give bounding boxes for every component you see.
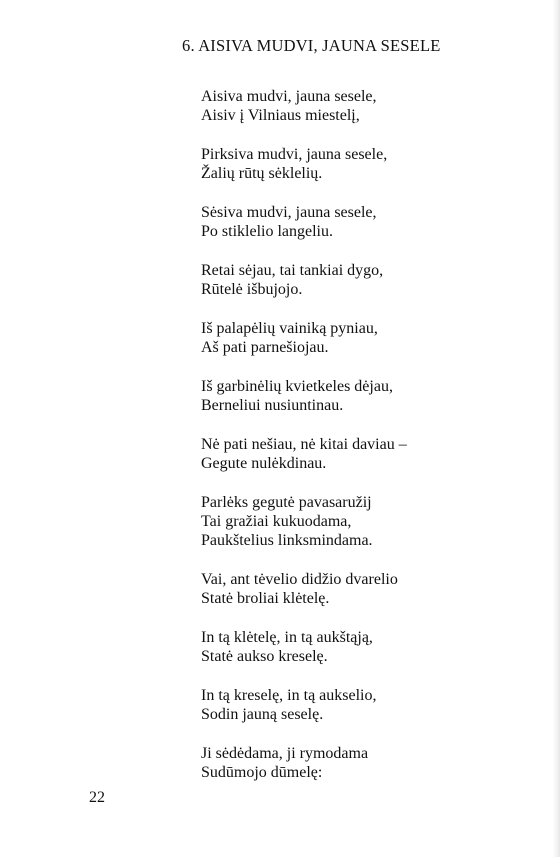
stanza bbox=[201, 377, 531, 415]
poem-line: Ji sėdėdama, ji rymodama bbox=[201, 745, 369, 762]
stanza bbox=[201, 435, 531, 473]
stanza bbox=[201, 203, 531, 241]
poem-line: Nė pati nešiau, nė kitai daviau – bbox=[201, 436, 407, 453]
stanza bbox=[201, 493, 531, 550]
stanza bbox=[201, 319, 531, 357]
poem-line: Paukštelius linksmindama. bbox=[201, 532, 373, 549]
poem-line: Tai gražiai kukuodama, bbox=[201, 513, 352, 530]
poem-line: Iš garbinėlių kvietkeles dėjau, bbox=[201, 378, 393, 395]
poem-line: Aisiv į Vilniaus miestelį, bbox=[201, 107, 360, 124]
poem-line: Rūtelė išbujojo. bbox=[201, 281, 303, 298]
poem-line: Berneliui nusiuntinau. bbox=[201, 397, 344, 414]
poem-line: Retai sėjau, tai tankiai dygo, bbox=[201, 262, 384, 279]
poem-line: Statė broliai klėtelę. bbox=[201, 590, 330, 607]
stanza bbox=[201, 145, 531, 183]
page-number: 22 bbox=[89, 789, 105, 806]
poem-line: Po stiklelio langeliu. bbox=[201, 223, 333, 240]
poem-line: Vai, ant tėvelio didžio dvarelio bbox=[201, 571, 398, 588]
stanza bbox=[201, 744, 531, 782]
poem-line: Pirksiva mudvi, jauna sesele, bbox=[201, 146, 388, 163]
poem-line: Aisiva mudvi, jauna sesele, bbox=[201, 88, 377, 105]
poem-line: Sudūmojo dūmelę: bbox=[201, 764, 323, 781]
poem-line: Parlėks gegutė pavasaružij bbox=[201, 494, 372, 511]
poem-line: Žalių rūtų sėklelių. bbox=[201, 165, 323, 182]
poem-title: 6. AISIVA MUDVI, JAUNA SESELE bbox=[182, 36, 441, 55]
stanza bbox=[201, 570, 531, 608]
poem-line: In tą klėtelę, in tą aukštąją, bbox=[201, 629, 373, 646]
poem-line: Aš pati parnešiojau. bbox=[201, 339, 329, 356]
poem-line: In tą kreselę, in tą aukselio, bbox=[201, 687, 377, 704]
poem-line: Iš palapėlių vainiką pyniau, bbox=[201, 320, 378, 337]
stanza bbox=[201, 261, 531, 299]
stanza bbox=[201, 87, 531, 125]
poem-line: Sodin jauną seselę. bbox=[201, 706, 324, 723]
poem-line: Gegute nulėkdinau. bbox=[201, 455, 327, 472]
poem-line: Sėsiva mudvi, jauna sesele, bbox=[201, 204, 377, 221]
page-edge bbox=[552, 0, 560, 857]
poem-line: Statė aukso kreselę. bbox=[201, 648, 328, 665]
stanza bbox=[201, 628, 531, 666]
poem-body bbox=[201, 87, 531, 802]
stanza bbox=[201, 686, 531, 724]
